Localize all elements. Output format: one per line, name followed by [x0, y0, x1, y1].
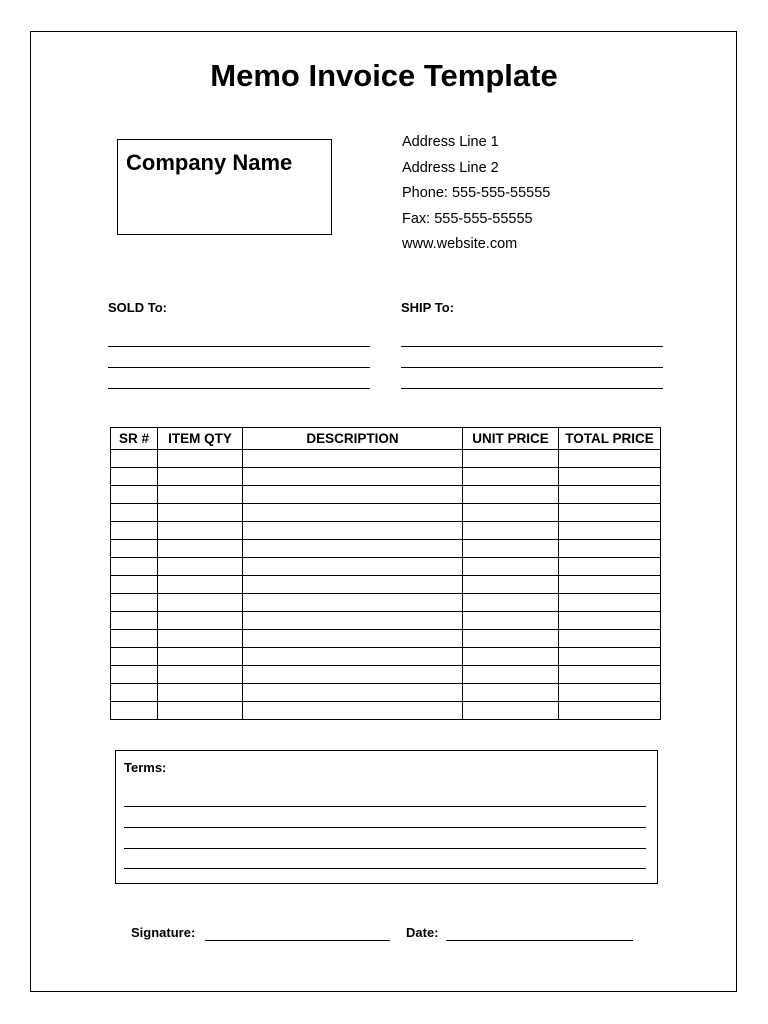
- col-unit-price-header: UNIT PRICE: [463, 428, 559, 450]
- table-row: [111, 630, 661, 648]
- table-cell[interactable]: [111, 666, 158, 684]
- company-box: [117, 139, 332, 235]
- table-cell[interactable]: [111, 450, 158, 468]
- table-cell[interactable]: [243, 594, 463, 612]
- table-header-row: [111, 428, 661, 450]
- table-cell[interactable]: [463, 558, 559, 576]
- table-cell[interactable]: [158, 486, 243, 504]
- table-cell[interactable]: [158, 612, 243, 630]
- table-cell[interactable]: [559, 522, 661, 540]
- table-cell[interactable]: [158, 522, 243, 540]
- table-cell[interactable]: [158, 450, 243, 468]
- table-cell[interactable]: [111, 648, 158, 666]
- table-cell[interactable]: [463, 612, 559, 630]
- table-cell[interactable]: [463, 540, 559, 558]
- table-row: [111, 702, 661, 720]
- ship-to-label: SHIP To:: [401, 300, 454, 315]
- table-cell[interactable]: [463, 666, 559, 684]
- sold-to-line[interactable]: [108, 367, 370, 368]
- website-line: www.website.com: [402, 236, 518, 252]
- table-cell[interactable]: [158, 684, 243, 702]
- phone-line: Phone: 555-555-55555: [402, 185, 551, 201]
- table-cell[interactable]: [463, 486, 559, 504]
- table-cell[interactable]: [463, 684, 559, 702]
- terms-line[interactable]: [124, 848, 646, 849]
- table-cell[interactable]: [243, 522, 463, 540]
- table-cell[interactable]: [559, 594, 661, 612]
- table-row: [111, 576, 661, 594]
- table-row: [111, 684, 661, 702]
- terms-line[interactable]: [124, 827, 646, 828]
- table-cell[interactable]: [559, 684, 661, 702]
- table-cell[interactable]: [158, 504, 243, 522]
- table-cell[interactable]: [463, 630, 559, 648]
- table-cell[interactable]: [158, 558, 243, 576]
- table-cell[interactable]: [463, 648, 559, 666]
- table-cell[interactable]: [559, 612, 661, 630]
- table-cell[interactable]: [243, 540, 463, 558]
- ship-to-line[interactable]: [401, 367, 663, 368]
- table-cell[interactable]: [111, 684, 158, 702]
- sold-to-line[interactable]: [108, 388, 370, 389]
- table-cell[interactable]: [463, 522, 559, 540]
- table-cell[interactable]: [111, 576, 158, 594]
- table-cell[interactable]: [559, 630, 661, 648]
- col-item-qty-header: ITEM QTY: [158, 428, 243, 450]
- col-total-price-header: TOTAL PRICE: [559, 428, 661, 450]
- sold-to-label: SOLD To:: [108, 300, 167, 315]
- table-cell[interactable]: [158, 576, 243, 594]
- table-row: [111, 648, 661, 666]
- ship-to-line[interactable]: [401, 388, 663, 389]
- sold-to-line[interactable]: [108, 346, 370, 347]
- table-row: [111, 450, 661, 468]
- address-line-2: Address Line 2: [402, 159, 499, 176]
- col-sr-header: SR #: [111, 428, 158, 450]
- address-block: [402, 130, 550, 258]
- table-cell[interactable]: [463, 702, 559, 720]
- table-cell[interactable]: [559, 648, 661, 666]
- terms-line[interactable]: [124, 868, 646, 869]
- table-cell[interactable]: [243, 558, 463, 576]
- table-cell[interactable]: [158, 666, 243, 684]
- signature-line[interactable]: [205, 940, 390, 941]
- address-line-1: Address Line 1: [402, 134, 499, 150]
- table-cell[interactable]: [111, 504, 158, 522]
- table-cell[interactable]: [243, 684, 463, 702]
- table-cell[interactable]: [243, 486, 463, 504]
- table-cell[interactable]: [463, 504, 559, 522]
- terms-line[interactable]: [124, 806, 646, 807]
- table-cell[interactable]: [243, 468, 463, 486]
- table-cell[interactable]: [111, 630, 158, 648]
- table-row: [111, 522, 661, 540]
- date-line[interactable]: [446, 940, 633, 941]
- table-cell[interactable]: [559, 540, 661, 558]
- table-cell[interactable]: [111, 612, 158, 630]
- table-cell[interactable]: [243, 576, 463, 594]
- table-cell[interactable]: [559, 666, 661, 684]
- table-cell[interactable]: [158, 594, 243, 612]
- table-cell[interactable]: [243, 648, 463, 666]
- col-description-header: DESCRIPTION: [243, 428, 463, 450]
- fax-line: Fax: 555-555-55555: [402, 210, 533, 227]
- table-row: [111, 486, 661, 504]
- table-cell[interactable]: [559, 468, 661, 486]
- table-cell[interactable]: [243, 612, 463, 630]
- table-cell[interactable]: [243, 630, 463, 648]
- table-cell[interactable]: [559, 558, 661, 576]
- table-row: [111, 504, 661, 522]
- table-cell[interactable]: [111, 540, 158, 558]
- table-cell[interactable]: [111, 702, 158, 720]
- table-cell[interactable]: [111, 522, 158, 540]
- table-cell[interactable]: [243, 450, 463, 468]
- table-row: [111, 612, 661, 630]
- table-cell[interactable]: [559, 702, 661, 720]
- table-cell[interactable]: [463, 468, 559, 486]
- table-cell[interactable]: [463, 576, 559, 594]
- table-cell[interactable]: [559, 504, 661, 522]
- company-name: Company Name: [126, 150, 293, 175]
- table-row: [111, 594, 661, 612]
- table-cell[interactable]: [111, 558, 158, 576]
- page-title: Memo Invoice Template: [210, 58, 558, 93]
- items-table: [110, 427, 661, 720]
- table-cell[interactable]: [158, 648, 243, 666]
- table-cell[interactable]: [559, 450, 661, 468]
- table-cell[interactable]: [559, 486, 661, 504]
- ship-to-line[interactable]: [401, 346, 663, 347]
- table-cell[interactable]: [158, 468, 243, 486]
- terms-label: Terms:: [124, 760, 167, 775]
- table-cell[interactable]: [158, 630, 243, 648]
- table-cell[interactable]: [243, 666, 463, 684]
- table-row: [111, 666, 661, 684]
- signature-label: Signature:: [131, 925, 196, 940]
- date-label: Date:: [406, 925, 439, 940]
- table-cell[interactable]: [158, 702, 243, 720]
- table-cell[interactable]: [111, 468, 158, 486]
- table-cell[interactable]: [463, 594, 559, 612]
- table-cell[interactable]: [158, 540, 243, 558]
- table-cell[interactable]: [111, 594, 158, 612]
- table-row: [111, 558, 661, 576]
- table-row: [111, 468, 661, 486]
- table-cell[interactable]: [243, 504, 463, 522]
- table-cell[interactable]: [111, 486, 158, 504]
- table-cell[interactable]: [559, 576, 661, 594]
- table-cell[interactable]: [463, 450, 559, 468]
- table-cell[interactable]: [243, 702, 463, 720]
- table-row: [111, 540, 661, 558]
- terms-box: [115, 750, 658, 884]
